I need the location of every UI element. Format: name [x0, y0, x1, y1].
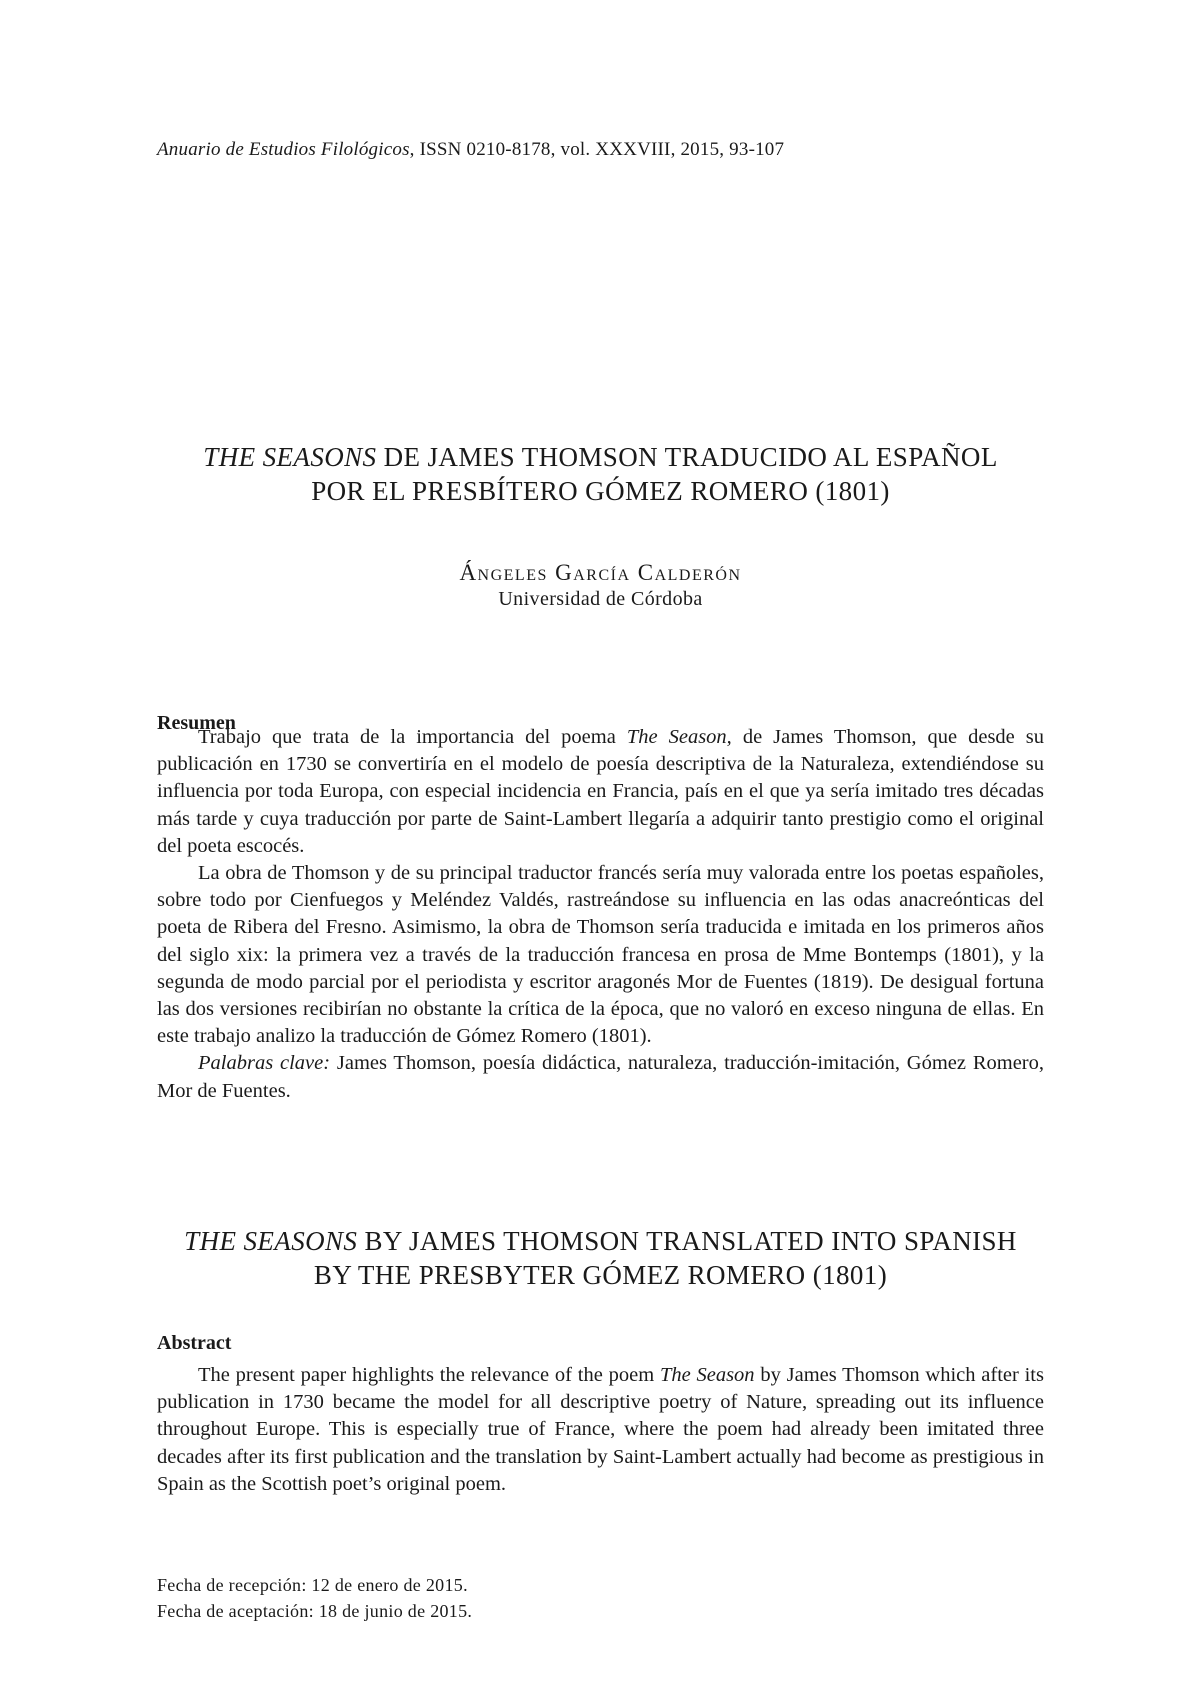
resumen-p1-start: Trabajo que trata de la importancia del poema — [198, 726, 627, 748]
keywords-label: Palabras clave: — [198, 1052, 331, 1075]
submission-dates — [157, 1572, 472, 1624]
title-spanish — [157, 440, 1044, 508]
running-head — [157, 139, 1057, 161]
resumen-paragraph-2: La obra de Thomson y de su principal traductor francés sería muy valorada entre los poetas españoles, sobre todo por Cienfuegos y Meléndez Valdés, rastreándose su influencia en las odas anacreónticas del poeta de Ribera del Fresno. Asimismo, la obra de Thomson sería traducida e imitada en los primeros años del siglo xix: la primera vez a través de la traducción francesa en prosa de Mme Bontemps (1801), y la segunda de modo parcial por el periodista y escritor aragonés Mor de Fuentes (1819). De desigual fortuna las dos versiones recibirían no obstante la crítica de la época, que no valoró en exceso ninguna de ellas. En este trabajo analizo la traducción de Gómez Romero (1801). — [157, 862, 1044, 1048]
title-spanish-italic: THE SEASONS — [203, 442, 377, 472]
abstract-heading: Abstract — [157, 1332, 232, 1354]
keywords-list: James Thomson, poesía didáctica, naturaleza, traducción-imitación, Gómez Romero, Mor de Fuentes. — [157, 1052, 1044, 1102]
title-english-italic: THE SEASONS — [184, 1226, 358, 1256]
abstract-body — [157, 1362, 1044, 1498]
resumen-body — [157, 724, 1044, 1105]
abstract-p1-end: by James Thomson which after its publication in 1730 became the model for all descriptive poetry of Nature, spreading out its influence throughout Europe. This is especially true of France, where the poem had already been imitated three decades after its first publication and the translation by Saint-Lambert actually had become as prestigious in Spain as the Scottish poet’s original poem. — [157, 1364, 1044, 1495]
abstract-p1-poem-title: The Season — [659, 1364, 755, 1386]
journal-name: Anuario de Estudios Filológicos — [157, 139, 410, 160]
journal-details: , ISSN 0210-8178, vol. XXXVIII, 2015, 93-107 — [409, 139, 785, 160]
author-name: Ángeles García Calderón — [459, 560, 742, 585]
title-spanish-line2: POR EL PRESBÍTERO GÓMEZ ROMERO (1801) — [311, 476, 890, 506]
title-spanish-line1 — [157, 440, 1044, 474]
title-spanish-line1-rest: DE JAMES THOMSON TRADUCIDO AL ESPAÑOL — [376, 442, 998, 472]
resumen-p1-poem-title: The Season, — [626, 726, 732, 748]
abstract-p1-start: The present paper highlights the relevance of the poem — [198, 1364, 660, 1386]
title-english-line1-rest: BY JAMES THOMSON TRANSLATED INTO SPANISH — [357, 1226, 1017, 1256]
title-english — [157, 1224, 1044, 1292]
date-received: Fecha de recepción: 12 de enero de 2015. — [157, 1575, 468, 1595]
date-accepted: Fecha de aceptación: 18 de junio de 2015. — [157, 1601, 473, 1621]
resumen-heading: Resumen — [157, 712, 236, 734]
author-affiliation: Universidad de Córdoba — [498, 588, 703, 610]
title-english-line1 — [157, 1224, 1044, 1258]
resumen-p1-end: de James Thomson, que desde su publicación en 1730 se convertiría en el modelo de poesía descriptiva de la Naturaleza, extendiéndose su influencia por toda Europa, con especial incidencia en Francia, país en el que ya sería imitado tres décadas más tarde y cuya traducción por parte de Saint-Lambert llegaría a adquirir tanto prestigio como el original del poeta escocés. — [157, 726, 1045, 857]
abstract-paragraph-1 — [157, 1362, 1044, 1498]
resumen-paragraph-1 — [157, 724, 1044, 860]
title-english-line2: BY THE PRESBYTER GÓMEZ ROMERO (1801) — [313, 1260, 888, 1290]
resumen-keywords — [157, 1050, 1044, 1104]
